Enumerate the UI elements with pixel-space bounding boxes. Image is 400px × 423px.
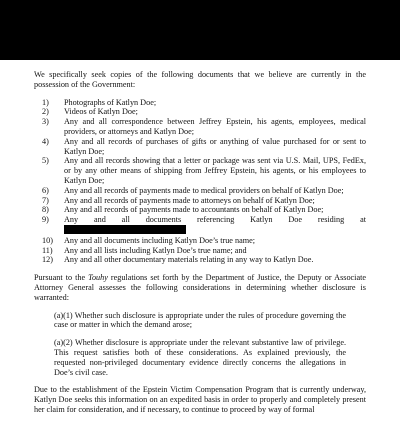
- list-item: 3) Any and all correspondence between Jeffrey Epstein, his agents, employees, medical providers, or attorneys and Katlyn Doe;: [42, 117, 366, 136]
- list-item: 9) Any and all documents referencing Katlyn Doe residing at: [34, 215, 366, 236]
- touhy-paragraph: Pursuant to the Touhy regulations set forth by the Department of Justice, the Deputy or Associate Attorney General assesses the following considerations in determining whether disclosure is warranted:: [34, 273, 366, 302]
- request-list: [34, 98, 366, 266]
- list-item: 7) Any and all records of payments made to attorneys on behalf of Katlyn Doe;: [42, 195, 315, 205]
- list-item: 1) Photographs of Katlyn Doe;: [42, 97, 157, 107]
- list-item: 4) Any and all records of purchases of gifts or anything of value purchased for or sent to Katlyn Doe;: [42, 136, 366, 156]
- consideration-a2: (a)(2) Whether disclosure is appropriate under the relevant substantive law of privilege. This request satisfies both of these considerations. As explained previously, the requested non-privileged documentary evidence directly concerns the allegations in Doe’s civil case.: [54, 338, 346, 377]
- closing-paragraph: Due to the establishment of the Epstein Victim Compensation Program that is currently underway, Katlyn Doe seeks this information on an expedited basis in order to properly and completely present her claim for consideration, and if necessary, to continue to proceed by way of formal: [34, 385, 366, 414]
- list-item: 6) Any and all records of payments made to medical providers on behalf of Katlyn Doe;: [42, 185, 344, 195]
- list-item: 2) Videos of Katlyn Doe;: [42, 107, 138, 117]
- list-item: 12) Any and all other documentary materials relating in any way to Katlyn Doe.: [42, 255, 314, 265]
- redaction-block-address: [64, 225, 186, 234]
- letter-body: [34, 70, 366, 423]
- list-item: 8) Any and all records of payments made to accountants on behalf of Katlyn Doe;: [42, 205, 324, 215]
- list-item: 5) Any and all records showing that a letter or package was sent via U.S. Mail, UPS, FedEx, or by any other means of shipping from Jeffrey Epstein, his agents, or his employees to Katlyn Doe;: [42, 156, 366, 185]
- list-item: 10) Any and all documents including Katlyn Doe’s true name;: [42, 235, 255, 245]
- redaction-block-header: [0, 0, 400, 60]
- intro-paragraph: We specifically seek copies of the following documents that we believe are currently in the possession of the Government:: [34, 70, 366, 89]
- consideration-a1: (a)(1) Whether such disclosure is appropriate under the rules of procedure governing the case or matter in which the demand arose;: [54, 310, 346, 330]
- list-item: 11) Any and all lists including Katlyn Doe’s true name; and: [42, 245, 247, 255]
